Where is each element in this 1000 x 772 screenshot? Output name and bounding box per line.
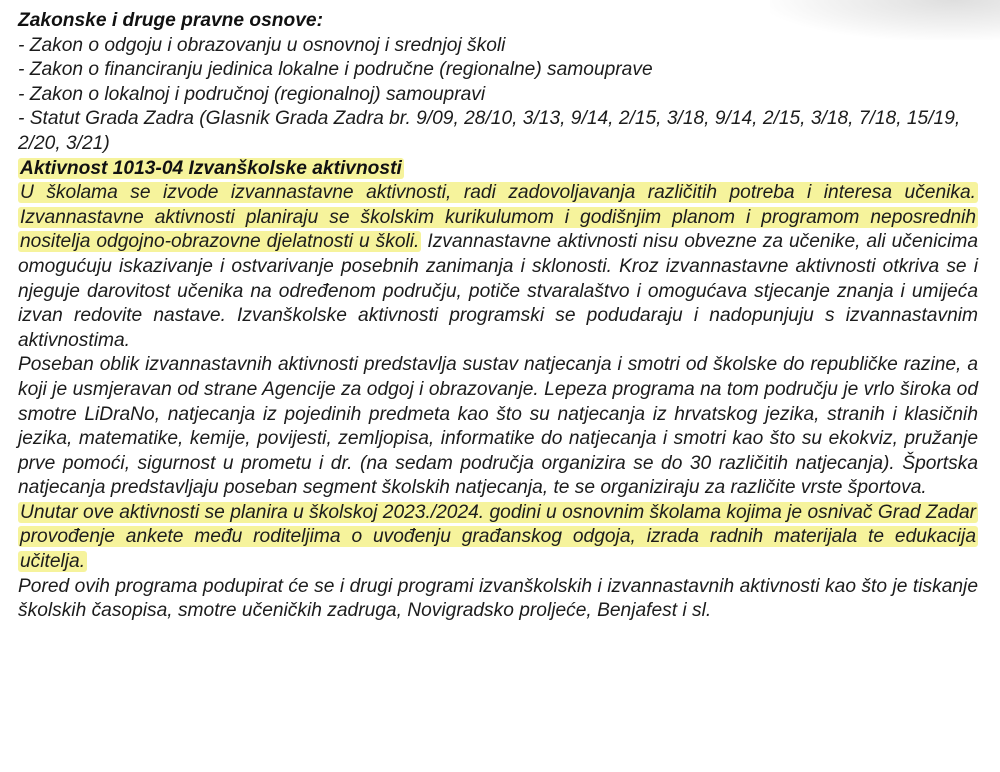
list-item: - Statut Grada Zadra (Glasnik Grada Zadra br. 9/09, 28/10, 3/13, 9/14, 2/15, 3/18, 9/14, 2/15, 3/18, 7/18, 15/19, 2/20, 3/21): [18, 108, 961, 154]
paragraph-activities-intro: [18, 181, 978, 353]
list-item: - Zakon o financiranju jedinica lokalne i područne (regionalne) samouprave: [18, 59, 653, 81]
list-item: - Zakon o lokalnoj i područnoj (regionalnoj) samoupravi: [18, 83, 486, 105]
paragraph-civic-education: [18, 501, 978, 575]
legal-basis-heading: Zakonske i druge pravne osnove:: [18, 10, 323, 31]
list-item: - Zakon o odgoju i obrazovanju u osnovnoj i srednjoj školi: [18, 34, 506, 56]
paragraph-text: Izvannastavne aktivnosti nisu obvezne za učenike, ali učenicima omogućuju iskazivanje i ostvarivanje posebnih zanimanja i sklonosti. Kroz izvannastavne aktivnosti otkriva se i njeguje darovitost učenika na određenom području, potiče stvaralaštvo i omogućava stjecanje znanja i umijeća izvan redovite nastave. Izvanškolske aktivnosti programski se podudaraju i nadopunjuju s izvannastavnim aktivnostima.: [18, 231, 978, 351]
paragraph-competitions: Poseban oblik izvannastavnih aktivnosti predstavlja sustav natjecanja i smotri od školske do republičke razine, a koji je usmjeravan od strane Agencije za odgoj i obrazovanje. Lepeza programa na tom području je vrlo široka od smotre LiDraNo, natjecanja iz pojedinih predmeta kao što su natjecanja iz hrvatskog jezika, stranih i klasičnih jezika, matematike, kemije, povijesti, zemljopisa, informatike do natjecanja i smotri kao što su ekokviz, pružanje prve pomoći, sigurnost u prometu i dr. (na sedam područja organizira se do 30 različitih natjecanja). Športska natjecanja predstavljaju poseban segment školskih natjecanja, te se organiziraju za različite vrste športova.: [18, 354, 978, 499]
highlighted-text: Aktivnost 1013-04 Izvanškolske aktivnosti: [20, 157, 402, 179]
document-page: [18, 9, 978, 624]
activity-heading: [18, 157, 978, 182]
highlighted-text: Unutar ove aktivnosti se planira u školskoj 2023./2024. godini u osnovnim školama kojima je osnivač Grad Zadar provođenje ankete među roditeljima o uvođenju građanskog odgoja, izrada radnih materijala te edukacija učitelja.: [20, 501, 976, 573]
paragraph-other-programs: Pored ovih programa podupirat će se i drugi programi izvanškolskih i izvannastavnih aktivnosti kao što je tiskanje školskih časopisa, smotre učeničkih zadruga, Novigradsko proljeće, Benjafest i sl.: [18, 575, 978, 622]
legal-basis-list: [18, 34, 978, 157]
highlighted-text: U školama se izvode izvannastavne aktivnosti, radi zadovoljavanja različitih potreba i interesa učenika. Izvannastavne aktivnosti planiraju se školskim kurikulumom i godišnjim planom i programom neposrednih nositelja odgojno-obrazovne djelatnosti u školi.: [20, 182, 976, 253]
